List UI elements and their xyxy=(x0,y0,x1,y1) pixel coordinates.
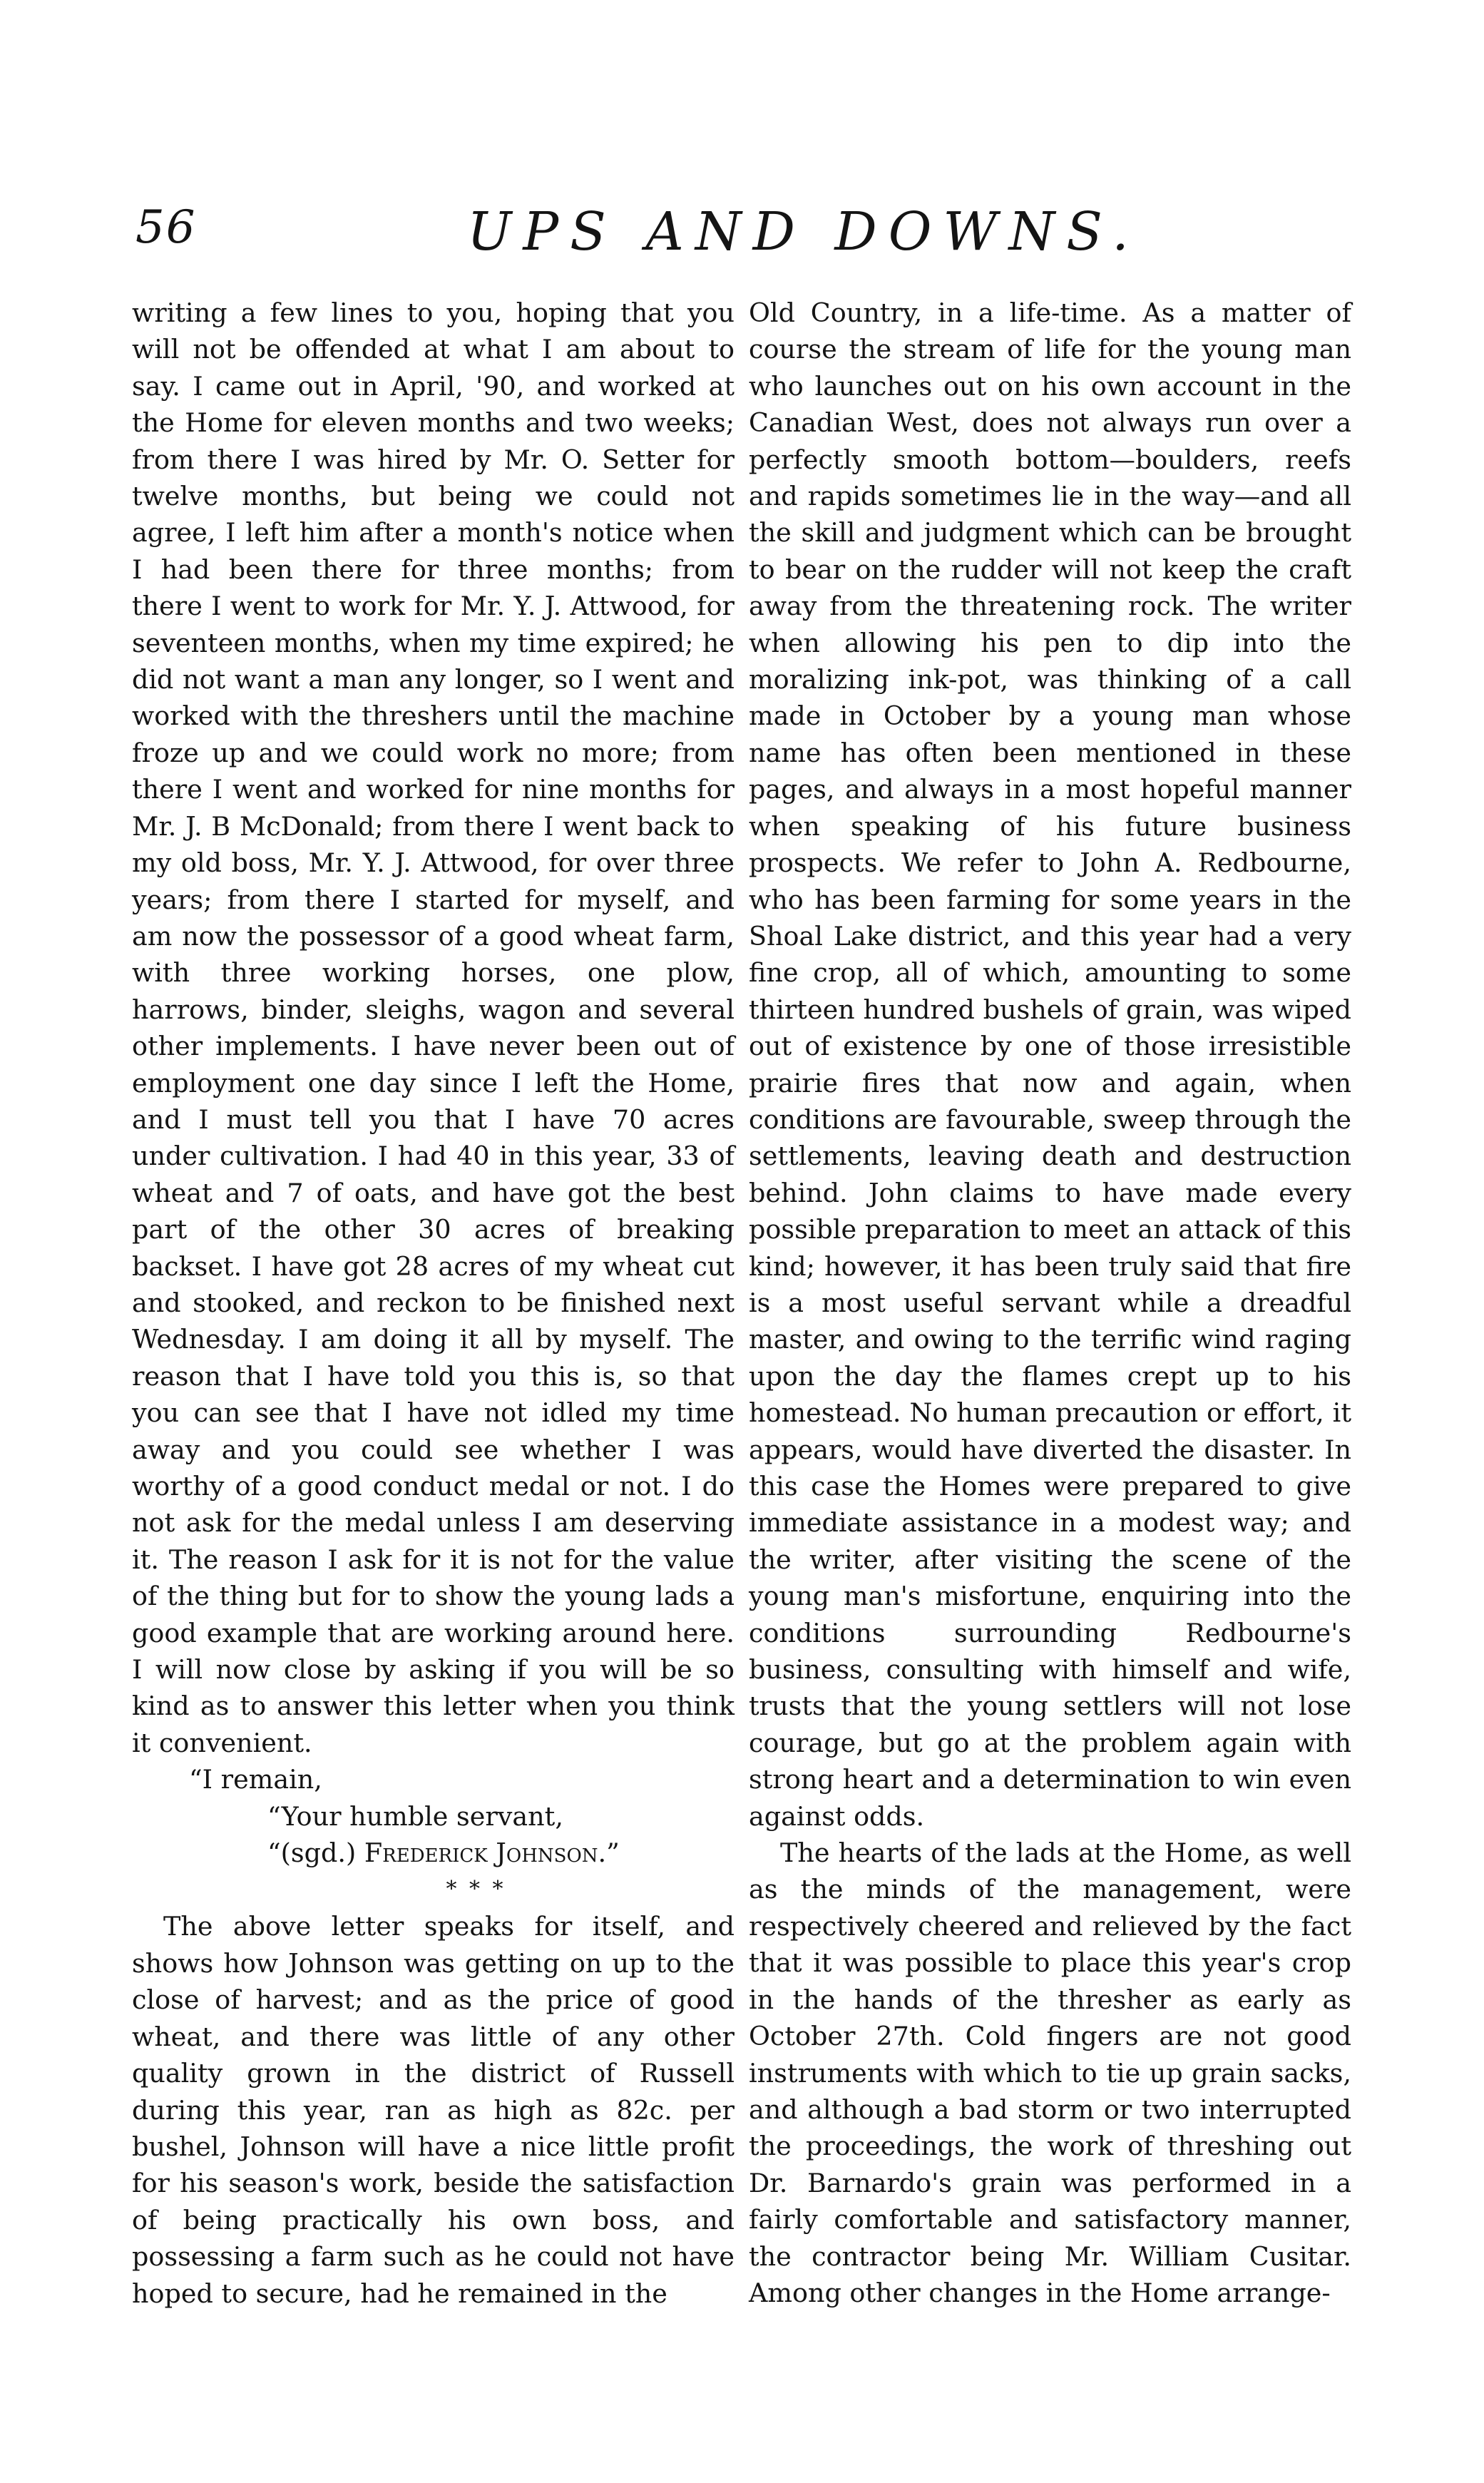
letter-paragraph: writing a few lines to you, hoping that you will not be offended at what I am about to say. I came out in April, '90, and worked at the Home for eleven months and two weeks; from there I was hired by Mr. O. Setter for twelve months, but being we could not agree, I left him after a month's notice when I had been there for three months; from there I went to work for Mr. Y. J. Attwood, for seventeen months, when my time expired; he did not want a man any longer, so I went and worked with the threshers until the machine froze up and we could work no more; from there I went and worked for nine months for Mr. J. B McDonald; from there I went back to my old boss, Mr. Y. J. Attwood, for over three years; from there I started for myself, and am now the possessor of a good wheat farm, with three working horses, one plow, harrows, binder, sleighs, wagon and several other implements. I have never been out of employment one day since I left the Home, and I must tell you that I have 70 acres under cultivation. I had 40 in this year, 33 of wheat and 7 of oats, and have got the best part of the other 30 acres of breaking backset. I have got 28 acres of my wheat cut and stooked, and reckon to be finished next Wednesday. I am doing it all by myself. The reason that I have told you this is, so that you can see that I have not idled my time away and you could see whether I was worthy of a good conduct medal or not. I do not ask for the medal unless I am deserving it. The reason I ask for it is not for the value of the thing but for to show the young lads a good example that are working around here. I will now close by asking if you will be so kind as to answer this letter when you think it convenient. xyxy=(132,297,735,1758)
threshing-paragraph: The hearts of the lads at the Home, as well as the minds of the management, were respectively cheered and relieved by the fact that it was possible to place this year's crop in the hands of the thresher as early as October 27th. Cold fingers are not good instruments with which to tie up grain sacks, and although a bad storm or two interrupted the proceedings, the work of threshing out Dr. Barnardo's grain was performed in a fairly comfortable and satisfactory manner, the contractor being Mr. William Cusitar. Among other changes in the Home arrange- xyxy=(749,1837,1351,2308)
signature-prefix: “(sgd.) xyxy=(267,1837,364,1869)
page-number: 56 xyxy=(135,201,197,254)
signoff-servant: “Your humble servant, xyxy=(267,1800,563,1832)
running-title: UPS AND DOWNS. xyxy=(467,201,1140,262)
right-column xyxy=(749,295,1351,2427)
asterism-separator: * * * xyxy=(446,1877,506,1902)
letter-signoff xyxy=(132,1761,735,1871)
signoff-closing: “I remain, xyxy=(189,1764,322,1795)
redbourne-paragraph: Old Country, in a life-time. As a matter of course the stream of life for the young man who launches out on his own account in the Canadian West, does not always run over a perfectly smooth bottom—boulders, reefs and rapids sometimes lie in the way—and all the skill and judgment which can be brought to bear on the rudder will not keep the craft away from the threatening rock. The writer when allowing his pen to dip into the moralizing ink-pot, was thinking of a call made in October by a young man whose name has often been mentioned in these pages, and always in a most hopeful manner when speaking of his future business prospects. We refer to John A. Redbourne, who has been farming for some years in the Shoal Lake district, and this year had a very fine crop, all of which, amounting to some thirteen hundred bushels of grain, was wiped out of existence by one of those irresistible prairie fires that now and again, when conditions are favourable, sweep through the settlements, leaving death and destruction behind. John claims to have made every possible preparation to meet an attack of this kind; however, it has been truly said that fire is a most useful servant while a dreadful master, and owing to the terrific wind raging upon the day the flames crept up to his homestead. No human precaution or effort, it appears, would have diverted the disaster. In this case the Homes were prepared to give immediate assistance in a modest way; and the writer, after visiting the scene of the young man's misfortune, enquiring into the conditions surrounding Redbourne's business, consulting with himself and wife, trusts that the young settlers will not lose courage, but go at the problem again with strong heart and a determination to win even against odds. xyxy=(749,297,1351,1832)
signature-name: Frederick Johnson.” xyxy=(364,1837,620,1869)
left-column xyxy=(132,295,735,2427)
page-header xyxy=(0,201,1484,280)
signoff-signature xyxy=(132,1835,735,1871)
commentary-paragraph: The above letter speaks for itself, and shows how Johnson was getting on up to the close of harvest; and as the price of good wheat, and there was little of any other quality grown in the district of Russell during this year, ran as high as 82c. per bushel, Johnson will have a nice little profit for his season's work, beside the satisfaction of being practically his own boss, and possessing a farm such as he could not have hoped to secure, had he remained in the xyxy=(132,1911,735,2309)
